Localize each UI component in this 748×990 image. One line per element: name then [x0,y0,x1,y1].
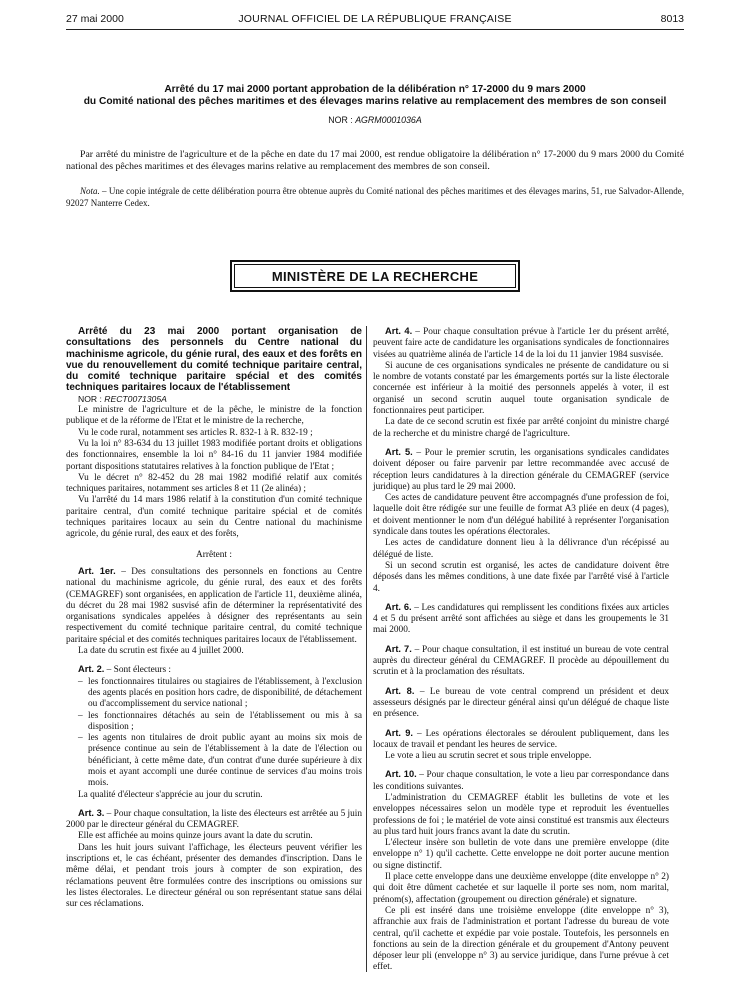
article-5-paragraph: Ces actes de candidature peuvent être accompagnés d'une profession de foi, laquelle doit être rédigée sur une feuille de format A3 pliée en deux (4 pages), et doivent mentionner le nom d'un délégué habilité à représenter l'organisation syndicale dans toutes les opérations électorales. [373,493,669,538]
article-1-label: Art. 1er. [78,565,116,576]
article-8-label: Art. 8. [385,685,415,696]
article-5-label: Art. 5. [385,446,413,457]
nor-code: AGRM0001036A [355,114,422,125]
header-journal-title: JOURNAL OFFICIEL DE LA RÉPUBLIQUE FRANÇAISE [238,13,512,25]
top-arrete-note [66,186,684,209]
elector-list-item: – les fonctionnaires titulaires ou stagiaires de l'établissement, à l'exclusion des agents placés en position hors cadre, de disponibilité, de détachement ou d'accomplissement du service national ; [78,677,362,711]
preamble-paragraph: Vu le code rural, notamment ses articles R. 832-1 à R. 832-19 ; [78,427,313,438]
preamble-paragraph: Le ministre de l'agriculture et de la pêche, le ministre de la fonction publique et de la réforme de l'Etat et le ministre de la recherche, [66,405,362,427]
article-10-paragraph: Il place cette enveloppe dans une deuxième enveloppe (dite enveloppe n° 2) qui doit être dûment cachetée et sur laquelle il porte ses nom, nom marital, prénom(s), affectation (groupement ou direction générale) et signature. [373,872,669,905]
column-divider [366,326,367,972]
top-arrete-nor [66,115,684,125]
header-date: 27 mai 2000 [66,13,124,25]
article-10-label: Art. 10. [385,769,417,780]
article-3-label: Art. 3. [78,807,105,818]
header-rule [66,29,684,30]
preamble-paragraph: Vu l'arrêté du 14 mars 1986 relatif à la constitution d'un comité technique paritaire central, d'un comité technique paritaire spécial et de comités techniques paritaires locaux au sein du Centre national du machinisme agricole, du génie rural, des eaux et des forêts, [66,495,362,540]
article-10-paragraph: L'administration du CEMAGREF établit les bulletins de vote et les enveloppes nécessaires selon un modèle type et reproduit les éventuelles professions de foi ; le matériel de vote ainsi constitué est transmis aux électeurs au plus tard huit jours francs avant la date du scrutin. [373,792,669,837]
article-9 [373,728,669,752]
article-2-label: Art. 2. [78,664,105,675]
arrete-nor [66,394,362,405]
article-3-paragraph: Elle est affichée au moins quinze jours avant la date du scrutin. [78,831,313,842]
arrete-nor-code: RECT0071305A [104,393,167,404]
ministry-heading: MINISTÈRE DE LA RECHERCHE [271,268,479,284]
preamble-paragraph: Vu la loi n° 83-634 du 13 juillet 1983 modifiée portant droits et obligations des fonctionnaires, ensemble la loi n° 84-16 du 11 janvier 1984 modifiée portant dispositions statutaires relatives à la fonction publique de l'Etat ; [66,438,362,472]
note-label: Nota. [80,186,100,197]
arretent-heading: Arrêtent : [196,549,232,560]
article-6-label: Art. 6. [385,601,412,612]
article-8 [373,686,669,721]
article-4-paragraph: La date de ce second scrutin est fixée par arrêté conjoint du ministre chargé de la recherche et du ministre chargé de l'agriculture. [373,417,669,439]
article-7-text: – Pour chaque consultation, il est institué un bureau de vote central auprès du directeur général du CEMAGREF. Il procède au dépouillement du scrutin et à la proclamation des résultats. [373,644,669,678]
article-10-text: – Pour chaque consultation, le vote a lieu par correspondance dans les conditions suivantes. [373,770,669,792]
article-8-text: – Le bureau de vote central comprend un président et deux assesseurs désignés par le directeur général ainsi qu'un délégué de chaque liste en présence. [373,686,669,720]
article-10-paragraph: Ce pli est inséré dans une troisième enveloppe (dite enveloppe n° 3), affranchie aux frais de l'administration et portant l'adresse du bureau de vote central, qu'il cachette et expédie par voie postale. Toutefois, les personnels en fonctions au sein de la direction générale et du groupement d'Antony peuvent déposer leur pli (enveloppe n° 3) au service juridique, dans l'urne prévue à cet effet. [373,905,669,973]
article-9-text: – Les opérations électorales se déroulent publiquement, dans les locaux de travail et pendant les heures de service. [373,728,669,750]
note-text: – Une copie intégrale de cette délibération pourra être obtenue auprès du Comité national des pêches maritimes et des élevages marins, 51, rue Salvador-Allende, 92027 Nanterre Cedex. [66,186,684,208]
preamble-paragraph: Vu le décret n° 82-452 du 28 mai 1982 modifié relatif aux comités techniques paritaires, notamment ses articles 8 et 11 (2e alinéa) ; [66,472,362,495]
article-3 [66,808,362,832]
article-2-text: – Sont électeurs : [104,665,171,676]
article-4-label: Art. 4. [385,326,413,336]
article-2 [66,664,362,676]
arrete-title: Arrêté du 23 mai 2000 portant organisation de consultations des personnels du Centre national du machinisme agricole, du génie rural, des eaux et des forêts en vue du renouvellement du comité technique paritaire central, du comité technique paritaire spécial et des comités techniques paritaires locaux de l'établissement [66,326,362,394]
top-arrete [66,84,684,209]
article-3-text: – Pour chaque consultation, la liste des électeurs est arrêtée au 5 juin 2000 par le directeur général du CEMAGREF. [66,808,363,831]
article-7-label: Art. 7. [385,643,412,654]
top-arrete-title-line1: Arrêté du 17 mai 2000 portant approbation de la délibération n° 17-2000 du 9 mars 2000 [164,84,586,95]
elector-list-item: – les fonctionnaires détachés au sein de l'établissement ou mis à sa disposition ; [78,711,362,734]
article-5-paragraph: Les actes de candidature donnent lieu à la délivrance d'un récépissé au délégué de liste. [373,538,669,560]
article-10-paragraph: L'électeur insère son bulletin de vote dans une première enveloppe (dite enveloppe n° 1) qu'il cachette. Cette enveloppe ne doit porter aucune mention ou signe distinctif. [373,838,669,871]
header-page-number: 8013 [660,13,684,25]
article-7 [373,644,669,679]
article-9-label: Art. 9. [385,727,413,738]
article-2-footer: La qualité d'électeur s'apprécie au jour du scrutin. [78,789,263,800]
top-arrete-body: Par arrêté du ministre de l'agriculture et de la pêche en date du 17 mai 2000, est rendue obligatoire la délibération n° 17-2000 du 9 mars 2000 du Comité national des pêches maritimes et des élevages marins relative au remplacement des membres de son conseil. [66,148,684,173]
article-1-date: La date du scrutin est fixée au 4 juillet 2000. [78,646,244,657]
article-6 [373,602,669,637]
article-5-text: – Pour le premier scrutin, les organisations syndicales candidates doivent déposer ou faire parvenir par lettre recommandée avec accusé de réception leurs candidatures à la direction générale du CEMAGREF (service juridique) au plus tard le 29 mai 2000. [373,447,669,492]
article-4 [373,326,669,361]
article-9-paragraph: Le vote a lieu au scrutin secret et sous triple enveloppe. [385,751,592,762]
article-1 [66,566,362,646]
article-5 [373,447,669,493]
article-4-paragraph: Si aucune de ces organisations syndicales ne présente de candidature ou si le nombre de votants constaté par les émargements portés sur la liste électorale concernée est inférieur à la moitié des personnels appelés à voter, il est organisé un second scrutin auquel toute organisation syndicale de fonctionnaires peut participer. [373,360,669,417]
ministry-heading-box [230,260,520,292]
top-arrete-title-line2: du Comité national des pêches maritimes et des élevages marins relative au remplacement des membres de son conseil [83,96,667,108]
article-1-text: – Des consultations des personnels en fonctions au Centre national du machinisme agricole, du génie rural, des eaux et des forêts (CEMAGREF) sont organisées, en application de l'article 11, deuxième alinéa, du décret du 28 mai 1982 susvisé afin de déterminer la représentativité des organisations syndicales appelées à désigner des représentants au sein respectivement du comité technique paritaire central, du comité technique paritaire spécial et des comités techniques paritaires locaux de l'établissement. [66,566,362,645]
article-5-paragraph: Si un second scrutin est organisé, les actes de candidature doivent être déposés dans les mêmes conditions, à une date fixée par l'arrêté visé à l'article 4. [373,560,669,594]
arrete-nor-label: NOR : [78,393,102,404]
elector-list-item: – les agents non titulaires de droit public ayant au moins six mois de présence continue au sein de l'établissement à la date de l'élection ou bénéficiant, à cette même date, d'un contrat d'une durée supérieure à dix mois et ayant accompli une durée continue de services d'au moins trois mois. [78,733,362,789]
article-4-text: – Pour chaque consultation prévue à l'article 1er du présent arrêté, peuvent faire acte de candidature les organisations syndicales de fonctionnaires visées au quatrième alinéa de l'article 14 de la loi du 11 janvier 1984 susvisée. [373,327,669,360]
nor-label: NOR : [328,114,353,125]
article-10 [373,769,669,793]
page-header [66,12,684,28]
article-3-paragraph: Dans les huit jours suivant l'affichage, les électeurs peuvent vérifier les inscriptions et, le cas échéant, présenter des demandes d'inscription. Dans le même délai, et pendant trois jours à compter de son expiration, des réclamations peuvent être formulées contre des inscriptions ou omissions sur les listes électorales. Le directeur général ou son représentant statue sans délai sur ces réclamations. [66,842,362,910]
elector-list [66,677,362,790]
right-column [373,326,669,974]
article-6-text: – Les candidatures qui remplissent les conditions fixées aux articles 4 et 5 du présent arrêté sont affichées au siège et dans les groupements le 31 mai 2000. [373,602,670,636]
left-column [66,326,362,911]
